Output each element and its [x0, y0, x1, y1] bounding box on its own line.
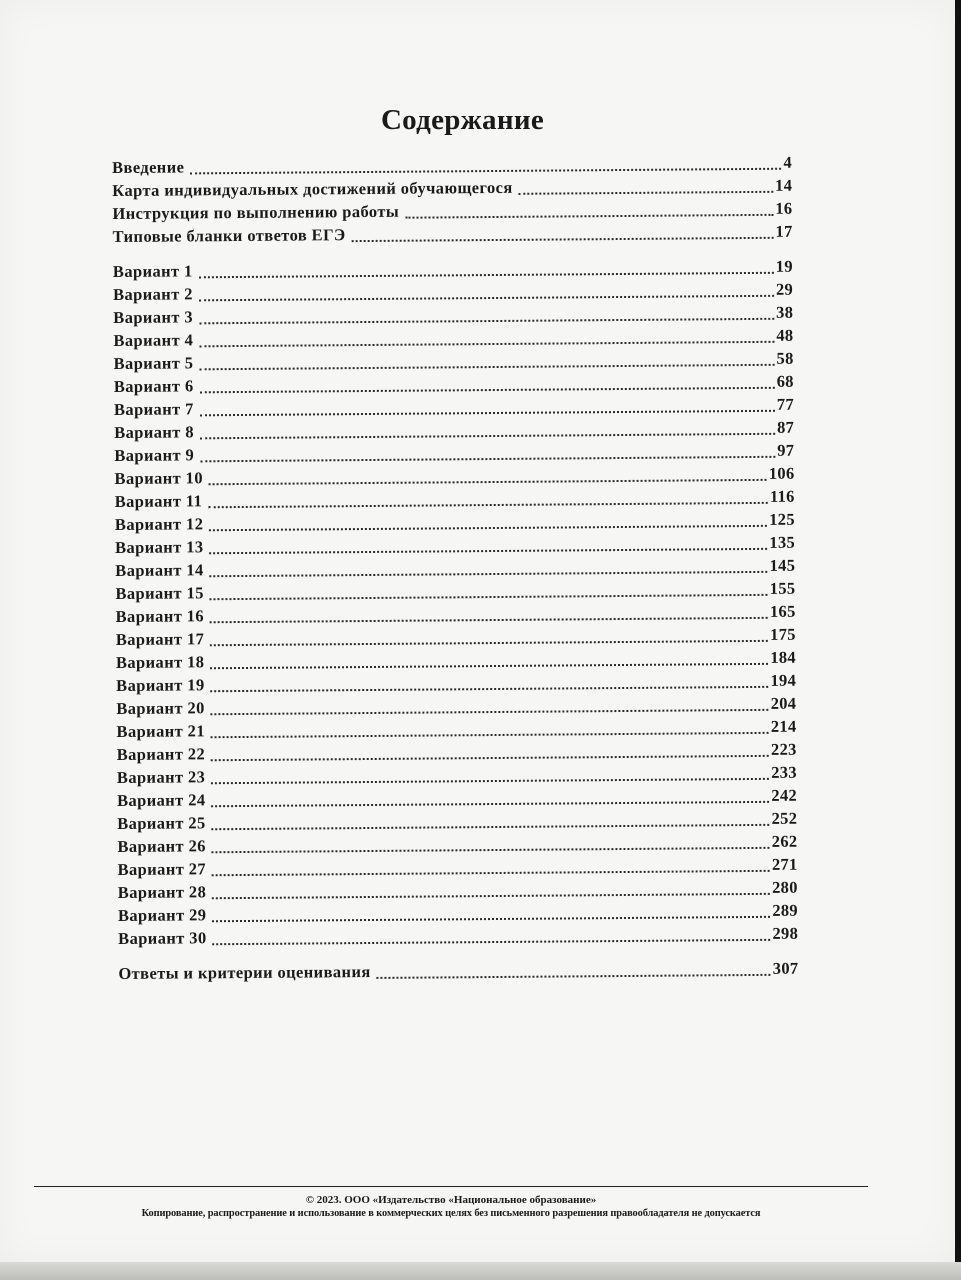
dot-leader: [212, 847, 770, 853]
dot-leader: [199, 364, 774, 371]
toc-entry-page: 280: [772, 877, 798, 897]
toc-entry-page: 204: [770, 693, 797, 713]
toc-entry-page: 233: [771, 762, 797, 782]
toc-entry-label: Вариант 25: [117, 813, 206, 833]
toc-entry-page: 125: [769, 509, 795, 529]
dot-leader: [213, 939, 771, 945]
toc-entry-page: 14: [775, 175, 793, 195]
toc-entry-label: Вариант 21: [116, 721, 206, 741]
dot-leader: [200, 410, 775, 417]
dot-leader: [210, 571, 768, 577]
toc-entry-page: 97: [777, 440, 795, 460]
toc-entry-page: 242: [771, 785, 798, 805]
toc-entry-page: 58: [776, 348, 794, 368]
toc-entry-label: Вариант 17: [115, 629, 205, 649]
dot-leader: [210, 617, 768, 623]
toc-entry-label: Вариант 27: [117, 859, 207, 879]
table-of-contents: [112, 153, 799, 999]
toc-entry-label: Вариант 1: [112, 261, 193, 281]
dot-leader: [377, 974, 771, 979]
toc-entry-page: 116: [769, 486, 795, 506]
toc-front-matter: [112, 153, 793, 250]
toc-entry-page: 214: [770, 716, 797, 736]
toc-entry-label: Вариант 19: [116, 675, 205, 695]
toc-entry-page: 4: [783, 152, 793, 172]
toc-entry-label: Вариант 7: [113, 399, 194, 419]
dot-leader: [212, 893, 770, 899]
toc-entry-page: 165: [769, 601, 796, 621]
toc-entry-page: 48: [776, 325, 794, 345]
toc-entry-page: 252: [771, 808, 798, 828]
toc-back-matter: [118, 959, 798, 987]
dot-leader: [405, 214, 773, 219]
toc-entry-label: Вариант 9: [114, 445, 195, 465]
dot-leader: [212, 870, 770, 876]
toc-entry-label: Вариант 14: [115, 560, 204, 580]
dot-leader: [211, 755, 769, 761]
toc-entry: [118, 959, 798, 987]
toc-entry-page: 29: [775, 279, 794, 299]
dot-leader: [212, 916, 770, 922]
toc-entry-label: Инструкция по выполнению работы: [112, 201, 400, 223]
toc-entry-page: 262: [771, 831, 798, 851]
footer-copyright: © 2023. ООО «Издательство «Национальное образование»: [305, 1194, 597, 1206]
dot-leader: [211, 732, 769, 738]
page-title: Содержание: [380, 104, 545, 136]
toc-entry-page: 87: [776, 417, 795, 437]
dot-leader: [211, 778, 769, 784]
dot-leader: [199, 318, 774, 325]
page-footer: [34, 1186, 868, 1221]
toc-entry-label: Вариант 20: [116, 698, 205, 718]
dot-leader: [199, 341, 774, 348]
toc-entry-label: Вариант 5: [113, 353, 194, 373]
scan-edge-right: [955, 0, 961, 1280]
toc-entry-label: Введение: [112, 157, 185, 177]
toc-entry-page: 19: [775, 256, 793, 276]
toc-entry-page: 77: [776, 394, 795, 414]
dot-leader: [352, 237, 774, 242]
toc-entry-label: Вариант 13: [114, 537, 204, 557]
toc-entry-label: Вариант 24: [116, 790, 206, 810]
toc-entry-page: 271: [771, 854, 798, 874]
toc-entry-page: 38: [776, 302, 794, 322]
toc-entry-label: Вариант 4: [113, 330, 194, 350]
toc-entry: [113, 222, 793, 250]
dot-leader: [208, 502, 768, 508]
dot-leader: [199, 272, 774, 279]
toc-entry-label: Вариант 26: [117, 836, 206, 856]
toc-entry-page: 155: [769, 578, 796, 598]
toc-entry-label: Вариант 16: [115, 606, 205, 626]
toc-entry-label: Вариант 18: [115, 652, 205, 672]
dot-leader: [209, 525, 767, 531]
dot-leader: [199, 295, 774, 302]
toc-entry-page: 135: [769, 532, 796, 552]
toc-entry-label: Вариант 3: [113, 307, 194, 327]
toc-entry-page: 298: [772, 923, 799, 943]
toc-entry-label: Вариант 22: [116, 744, 206, 764]
toc-entry-page: 175: [770, 624, 796, 644]
toc-entry-label: Вариант 23: [116, 767, 206, 787]
toc-entry-label: Вариант 11: [114, 491, 203, 511]
toc-entry-page: 289: [772, 900, 799, 920]
toc-entry-label: Вариант 2: [112, 284, 193, 304]
dot-leader: [211, 709, 769, 715]
dot-leader: [519, 191, 773, 195]
toc-entry-label: Вариант 15: [115, 583, 204, 603]
dot-leader: [210, 663, 768, 669]
dot-leader: [210, 640, 768, 646]
dot-leader: [200, 387, 775, 394]
dot-leader: [210, 594, 768, 600]
toc-entry-label: Вариант 10: [114, 468, 204, 488]
footer-notice: Копирование, распространение и использование в коммерческих целях без письменного разрешения правообладателя не допускается: [141, 1208, 761, 1219]
toc-entry-page: 17: [775, 221, 793, 241]
dot-leader: [200, 456, 775, 463]
toc-entry-label: Вариант 8: [114, 422, 195, 442]
dot-leader: [200, 433, 775, 440]
dot-leader: [212, 824, 770, 830]
dot-leader: [190, 168, 781, 175]
dot-leader: [211, 686, 769, 692]
toc-entry-label: Карта индивидуальных достижений обучающегося: [112, 177, 513, 200]
toc-entry-page: 307: [772, 958, 799, 978]
toc-entry-page: 16: [775, 198, 793, 218]
toc-entry-label: Вариант 30: [118, 928, 207, 948]
toc-entry-label: Типовые бланки ответов ЕГЭ: [112, 225, 346, 246]
dot-leader: [209, 479, 767, 485]
toc-entry-page: 223: [770, 739, 797, 759]
toc-entry-label: Вариант 12: [114, 514, 204, 534]
dot-leader: [210, 548, 768, 554]
toc-entry-page: 145: [769, 555, 796, 575]
toc-entry-page: 68: [776, 371, 794, 391]
toc-entry-page: 194: [770, 670, 797, 690]
dot-leader: [212, 801, 770, 807]
toc-entry-page: 106: [768, 463, 795, 483]
toc-entry-label: Вариант 6: [113, 376, 194, 396]
toc-entry-label: Вариант 28: [117, 882, 207, 902]
toc-variants: [113, 257, 798, 952]
scan-edge-bottom: [0, 1262, 961, 1280]
toc-entry-page: 184: [770, 647, 797, 667]
toc-entry: [118, 924, 798, 952]
toc-entry-label: Ответы и критерии оценивания: [118, 961, 371, 983]
toc-entry-label: Вариант 29: [117, 905, 207, 925]
